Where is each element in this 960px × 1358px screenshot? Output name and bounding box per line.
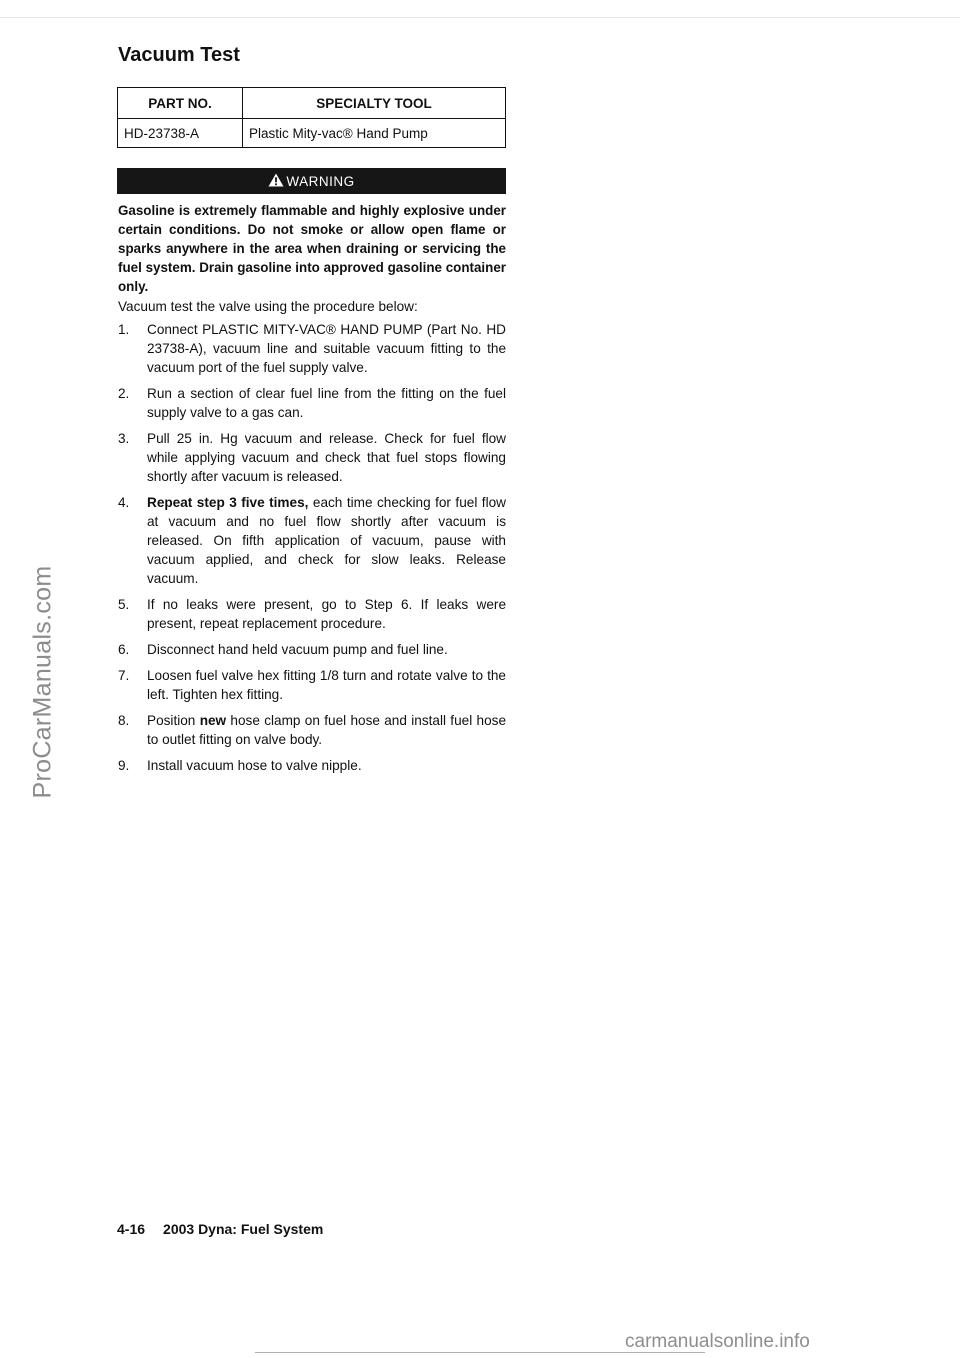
page-number: 4-16: [117, 1221, 146, 1237]
footer-title: 2003 Dyna: Fuel System: [163, 1221, 324, 1237]
step-text: Repeat step 3 five times, each time checking for fuel flow at vacuum and no fuel flow shortly after vacuum is released. On fifth application of vacuum, pause with vacuum applied, and check for slow leaks. Release vacuum.: [147, 495, 506, 586]
step-number: 2.: [118, 386, 130, 401]
step-text: If no leaks were present, go to Step 6. If leaks were present, repeat replacement procedure.: [147, 597, 506, 631]
page-footer: [117, 1221, 323, 1237]
step-number: 3.: [118, 431, 130, 446]
page-title: Vacuum Test: [118, 44, 240, 66]
step-text: Position new hose clamp on fuel hose and install fuel hose to outlet fitting on valve body.: [147, 713, 507, 747]
step-emphasis: Repeat step 3 five times,: [147, 495, 309, 510]
procedure-intro: Vacuum test the valve using the procedure below:: [118, 299, 418, 314]
warning-triangle-icon: [268, 173, 284, 190]
step-text: Run a section of clear fuel line from the fitting on the fuel supply valve to a gas can.: [147, 386, 506, 420]
cell-specialty-tool: Plastic Mity-vac® Hand Pump: [243, 119, 506, 148]
step-item: [118, 640, 506, 659]
procedure-steps: [118, 320, 506, 782]
specialty-tool-table: [117, 87, 506, 148]
column-header-part-no: PART NO.: [118, 88, 243, 119]
step-text: Pull 25 in. Hg vacuum and release. Check for fuel flow while applying vacuum and check that fuel stops flowing shortly after vacuum is released.: [147, 431, 506, 484]
step-item: [118, 595, 506, 633]
step-item: [118, 320, 506, 377]
step-number: 8.: [118, 713, 130, 728]
step-item: [118, 711, 506, 749]
step-text: Connect PLASTIC MITY-VAC® HAND PUMP (Part No. HD 23738-A), vacuum line and suitable vacuum fitting to the vacuum port of the fuel supply valve.: [147, 322, 506, 375]
step-number: 5.: [118, 597, 130, 612]
step-item: [118, 493, 506, 588]
step-text: Install vacuum hose to valve nipple.: [147, 758, 362, 773]
step-text: Disconnect hand held vacuum pump and fuel line.: [147, 642, 448, 657]
step-item: [118, 429, 506, 486]
step-item: [118, 384, 506, 422]
step-item: [118, 756, 506, 775]
step-text: Loosen fuel valve hex fitting 1/8 turn and rotate valve to the left. Tighten hex fitting.: [147, 668, 506, 702]
step-item: [118, 666, 506, 704]
top-rule: [0, 17, 960, 18]
step-number: 9.: [118, 758, 130, 773]
step-number: 6.: [118, 642, 130, 657]
warning-banner: [117, 168, 506, 194]
side-watermark: ProCarManuals.com: [28, 565, 57, 799]
bottom-watermark: carmanualsonline.info: [625, 1331, 810, 1352]
column-header-specialty-tool: SPECIALTY TOOL: [243, 88, 506, 119]
table-header-row: [118, 88, 506, 119]
warning-text: Gasoline is extremely flammable and highly explosive under certain conditions. Do not smoke or allow open flame or sparks anywhere in the area when draining or servicing the fuel system. Drain gasoline into approved gasoline container only.: [118, 203, 506, 294]
step-number: 4.: [118, 495, 130, 510]
table-row: [118, 119, 506, 148]
step-number: 1.: [118, 322, 130, 337]
warning-label: WARNING: [286, 173, 355, 189]
step-number: 7.: [118, 668, 130, 683]
cell-part-no: HD-23738-A: [118, 119, 243, 148]
step-emphasis: new: [199, 713, 227, 728]
